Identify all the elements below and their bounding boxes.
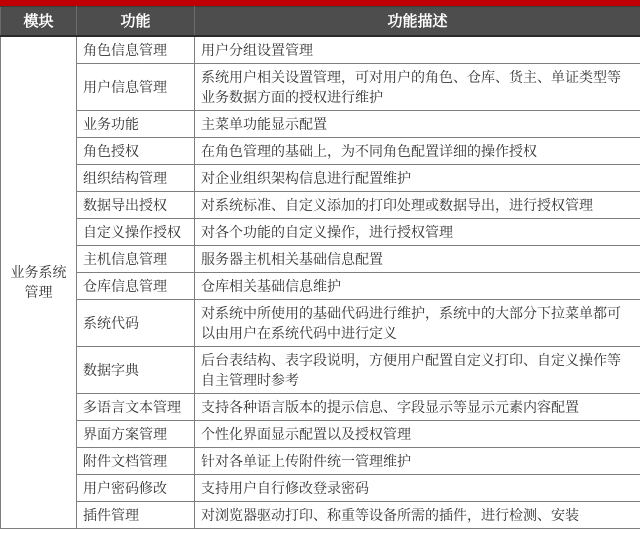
- table-row: [1, 137, 640, 164]
- table-row: [1, 245, 640, 272]
- feature-cell: 界面方案管理: [77, 420, 195, 447]
- feature-cell: 主机信息管理: [77, 245, 195, 272]
- feature-table: [0, 6, 640, 529]
- feature-cell: 附件文档管理: [77, 447, 195, 474]
- feature-cell: 组织结构管理: [77, 164, 195, 191]
- table-row: [1, 63, 640, 110]
- feature-cell: 数据字典: [77, 346, 195, 393]
- description-column-header: 功能描述: [195, 7, 640, 36]
- table-row: [1, 36, 640, 64]
- description-cell: 在角色管理的基础上，为不同角色配置详细的操作授权: [195, 137, 640, 164]
- description-cell: 后台表结构、表字段说明，方便用户配置自定义打印、自定义操作等自主管理时参考: [195, 346, 640, 393]
- description-cell: 支持各种语言版本的提示信息、字段显示等显示元素内容配置: [195, 393, 640, 420]
- table-header: [1, 7, 640, 36]
- table-row: [1, 501, 640, 528]
- description-cell: 对系统中所使用的基础代码进行维护，系统中的大部分下拉菜单都可以由用户在系统代码中进行定义: [195, 299, 640, 346]
- description-cell: 对系统标准、自定义添加的打印处理或数据导出，进行授权管理: [195, 191, 640, 218]
- description-cell: 个性化界面显示配置以及授权管理: [195, 420, 640, 447]
- table-row: [1, 420, 640, 447]
- description-cell: 针对各单证上传附件统一管理维护: [195, 447, 640, 474]
- module-cell: 业务系统管理: [1, 36, 77, 529]
- description-cell: 仓库相关基础信息维护: [195, 272, 640, 299]
- feature-cell: 用户密码修改: [77, 474, 195, 501]
- description-cell: 对企业组织架构信息进行配置维护: [195, 164, 640, 191]
- table-row: [1, 393, 640, 420]
- table-row: [1, 110, 640, 137]
- feature-cell: 业务功能: [77, 110, 195, 137]
- description-cell: 系统用户相关设置管理，可对用户的角色、仓库、货主、单证类型等业务数据方面的授权进行维护: [195, 63, 640, 110]
- table-body: [1, 36, 640, 529]
- feature-column-header: 功能: [77, 7, 195, 36]
- feature-cell: 角色授权: [77, 137, 195, 164]
- table-row: [1, 346, 640, 393]
- table-row: [1, 447, 640, 474]
- table-row: [1, 218, 640, 245]
- feature-cell: 多语言文本管理: [77, 393, 195, 420]
- table-row: [1, 474, 640, 501]
- header-row: [1, 7, 640, 36]
- description-cell: 支持用户自行修改登录密码: [195, 474, 640, 501]
- description-cell: 对各个功能的自定义操作，进行授权管理: [195, 218, 640, 245]
- table-row: [1, 164, 640, 191]
- feature-cell: 数据导出授权: [77, 191, 195, 218]
- table-row: [1, 299, 640, 346]
- description-cell: 主菜单功能显示配置: [195, 110, 640, 137]
- feature-cell: 插件管理: [77, 501, 195, 528]
- feature-cell: 用户信息管理: [77, 63, 195, 110]
- feature-cell: 仓库信息管理: [77, 272, 195, 299]
- feature-cell: 自定义操作授权: [77, 218, 195, 245]
- description-cell: 对浏览器驱动打印、称重等设备所需的插件，进行检测、安装: [195, 501, 640, 528]
- feature-cell: 系统代码: [77, 299, 195, 346]
- feature-cell: 角色信息管理: [77, 36, 195, 64]
- table-row: [1, 272, 640, 299]
- description-cell: 服务器主机相关基础信息配置: [195, 245, 640, 272]
- description-cell: 用户分组设置管理: [195, 36, 640, 64]
- module-column-header: 模块: [1, 7, 77, 36]
- table-row: [1, 191, 640, 218]
